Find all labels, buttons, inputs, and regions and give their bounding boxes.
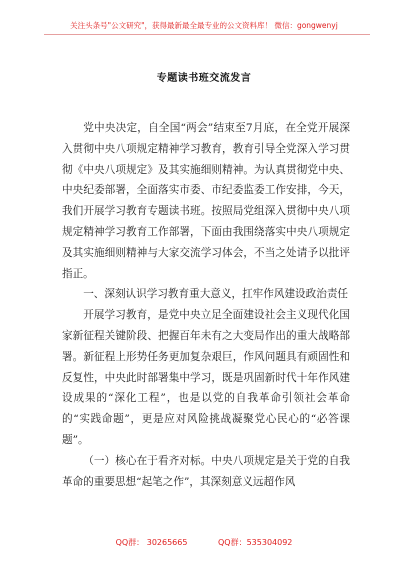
body-paragraph: 开展学习教育，是党中央立足全面建设社会主义现代化国家新征程关键阶段、把握百年未有之大变局作出的重大战略部署。新征程上形势任务更加复杂艰巨，作风问题具有顽固性和反复性，中央此时部署集中学习，既是巩固新时代十年作风建设成果的“深化工程”，也是以党的自我革命引领社会革命的“实践命题”，更是应对风险挑战凝聚党心民心的“必答课题”。 — [62, 309, 350, 446]
footer-qq-group-1: QQ群： 30265665 — [115, 538, 188, 547]
footer-contact — [0, 537, 408, 548]
document-title: 专题读书班交流发言 — [156, 73, 252, 84]
header-watermark-note: 关注头条号"公文研究"，获得最新最全最专业的公文资料库！ 微信：gongwenyj — [70, 21, 338, 30]
header-divider — [44, 34, 370, 35]
footer-qq-group-2: QQ群：535304092 — [218, 538, 293, 547]
intro-paragraph: 党中央决定，自全国“两会”结束至7月底，在全党开展深入贯彻中央八项规定精神学习教育，教育引导全党深入学习贯彻《中央八项规定》及其实施细则精神。为认真贯彻党中央、中央纪委部署，全面落实市委、市纪委监委工作安排，今天，我们开展学习教育专题读书班。按照局党组深入贯彻中央八项规定精神学习教育工作部署，下面由我围绕落实中央八项规定及其实施细则精神与大家交流学习体会，不当之处请予以批评指正。 — [62, 122, 350, 280]
section-heading-1: 一、深刻认识学习教育重大意义，扛牢作风建设政治责任 — [83, 288, 349, 301]
subsection-paragraph: （一）核心在于看齐对标。中央八项规定是关于党的自我革命的重要思想“起笔之作”，其深刻意义远超作风 — [62, 454, 350, 488]
document-body — [62, 118, 350, 492]
